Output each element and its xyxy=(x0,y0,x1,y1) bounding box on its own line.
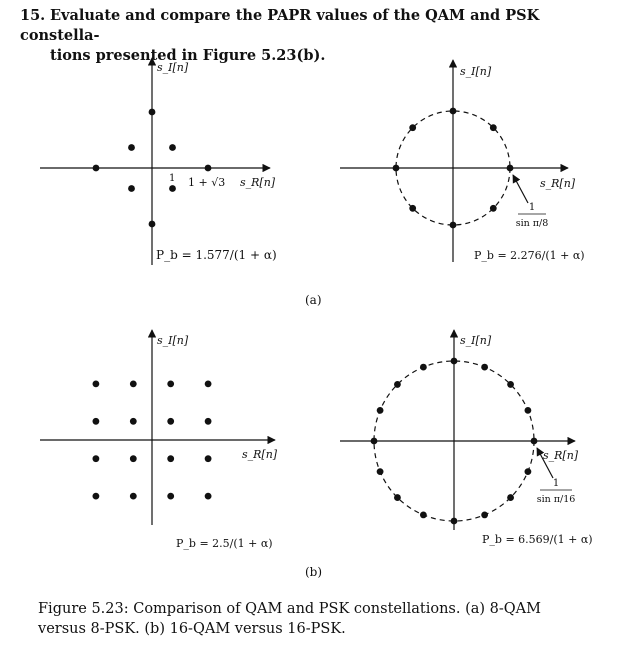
qam8-point-4 xyxy=(169,144,176,151)
qam8-point-0 xyxy=(205,165,212,172)
psk8-y-label: s_I[n] xyxy=(460,65,492,78)
qam16-point-11 xyxy=(167,381,174,388)
problem-number: 15. xyxy=(20,7,46,24)
psk8-radius-arrow xyxy=(513,175,528,203)
psk16-point-1 xyxy=(525,407,532,414)
subfigure-label-b: (b) xyxy=(305,565,323,579)
qam16-point-13 xyxy=(205,455,212,462)
qam8-point-3 xyxy=(149,221,156,228)
psk8-point-0 xyxy=(507,165,514,172)
psk16-papr: P_b = 6.569/(1 + α) xyxy=(482,533,593,546)
qam16-point-4 xyxy=(130,493,137,500)
psk16-y-label: s_I[n] xyxy=(460,334,492,347)
psk16-point-14 xyxy=(507,494,514,501)
psk8-radius-num: 1 xyxy=(528,202,536,213)
psk8-point-6 xyxy=(450,222,457,229)
psk8-point-5 xyxy=(409,205,416,212)
qam16-point-1 xyxy=(93,455,100,462)
psk16-point-5 xyxy=(420,364,427,371)
panel-16qam xyxy=(40,330,278,550)
psk16-point-11 xyxy=(420,512,427,519)
qam16-point-7 xyxy=(130,381,137,388)
qam8-point-2 xyxy=(149,109,156,116)
qam16-y-label: s_I[n] xyxy=(157,334,189,347)
psk16-point-12 xyxy=(451,518,458,525)
qam8-label-one: 1 xyxy=(169,173,176,184)
psk16-point-2 xyxy=(507,381,514,388)
psk8-point-4 xyxy=(393,165,400,172)
psk16-point-7 xyxy=(377,407,384,414)
psk16-point-3 xyxy=(481,364,488,371)
qam8-point-5 xyxy=(128,144,135,151)
qam16-point-10 xyxy=(167,418,174,425)
qam8-x-label: s_R[n] xyxy=(240,176,276,189)
figure-caption xyxy=(38,599,598,639)
caption-line-2: versus 8-PSK. (b) 16-QAM versus 16-PSK. xyxy=(38,621,346,637)
qam16-point-9 xyxy=(167,455,174,462)
psk16-point-10 xyxy=(394,494,401,501)
psk16-point-15 xyxy=(525,468,532,475)
psk8-point-7 xyxy=(490,205,497,212)
psk8-point-3 xyxy=(409,124,416,131)
panel-8qam xyxy=(40,58,277,265)
psk16-x-label: s_R[n] xyxy=(543,449,579,462)
qam16-point-8 xyxy=(167,493,174,500)
subfigure-label-a: (a) xyxy=(305,293,322,307)
psk16-point-6 xyxy=(394,381,401,388)
psk16-point-9 xyxy=(377,468,384,475)
psk16-point-13 xyxy=(481,512,488,519)
psk8-point-1 xyxy=(490,124,497,131)
psk16-radius-num: 1 xyxy=(552,478,560,489)
psk8-point-2 xyxy=(450,108,457,115)
psk16-point-4 xyxy=(451,358,458,365)
qam8-point-1 xyxy=(93,165,100,172)
psk16-point-0 xyxy=(531,438,538,445)
qam16-point-0 xyxy=(93,493,100,500)
qam16-x-label: s_R[n] xyxy=(242,448,278,461)
panel-8psk xyxy=(340,60,585,262)
psk16-radius-den: sin π/16 xyxy=(536,494,576,505)
problem-line-1: Evaluate and compare the PAPR values of the QAM and PSK constella- xyxy=(20,7,540,44)
qam16-point-6 xyxy=(130,418,137,425)
caption-line-1: Figure 5.23: Comparison of QAM and PSK constellations. (a) 8-QAM xyxy=(38,601,541,617)
psk8-papr: P_b = 2.276/(1 + α) xyxy=(474,249,585,262)
panel-16psk xyxy=(340,330,593,546)
qam16-point-2 xyxy=(93,418,100,425)
qam16-point-12 xyxy=(205,493,212,500)
problem-line-2: tions presented in Figure 5.23(b). xyxy=(50,47,326,64)
qam16-papr: P_b = 2.5/(1 + α) xyxy=(176,537,273,550)
qam16-point-5 xyxy=(130,455,137,462)
qam16-point-3 xyxy=(93,381,100,388)
psk8-x-label: s_R[n] xyxy=(540,177,576,190)
qam8-point-6 xyxy=(169,185,176,192)
qam8-point-7 xyxy=(128,185,135,192)
qam16-point-14 xyxy=(205,418,212,425)
qam8-y-label: s_I[n] xyxy=(157,61,189,74)
qam8-papr: P_b = 1.577/(1 + α) xyxy=(156,248,277,262)
qam16-point-15 xyxy=(205,381,212,388)
psk8-radius-den: sin π/8 xyxy=(515,218,549,229)
psk16-point-8 xyxy=(371,438,378,445)
qam8-label-one-plus-sqrt3: 1 + √3 xyxy=(188,176,226,189)
